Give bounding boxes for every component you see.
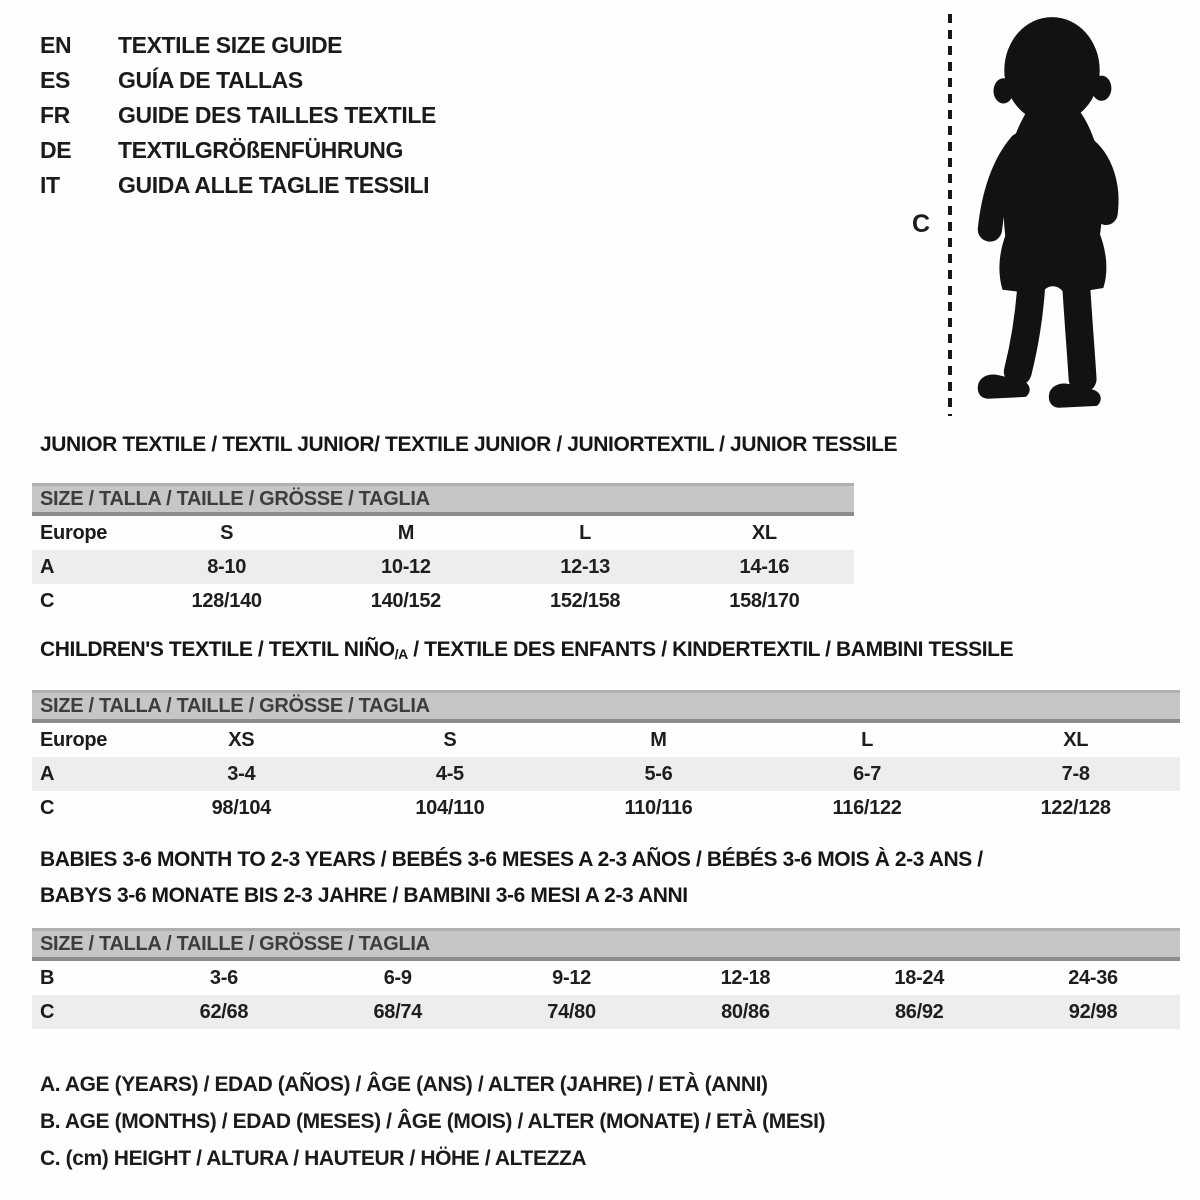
months-cell: 12-18 <box>720 966 771 989</box>
height-cell: 92/98 <box>1068 1000 1118 1023</box>
children-row-height <box>32 791 1180 825</box>
height-cell: 68/74 <box>373 1000 423 1023</box>
row-label: B <box>40 966 55 989</box>
height-cell: 62/68 <box>199 1000 249 1023</box>
babies-section-title-line1: BABIES 3-6 MONTH TO 2-3 YEARS / BEBÉS 3-6 MESES A 2-3 AÑOS / BÉBÉS 3-6 MOIS À 2-3 ANS / <box>40 848 983 871</box>
legend-height-cm: C. (cm) HEIGHT / ALTURA / HAUTEUR / HÖHE / ALTEZZA <box>40 1146 587 1170</box>
babies-row-height <box>32 995 1180 1029</box>
guide-title-en: TEXTILE SIZE GUIDE <box>118 32 343 58</box>
junior-row-height <box>32 584 854 618</box>
row-label: Europe <box>40 521 108 544</box>
row-label: C <box>40 589 55 612</box>
size-cell: XL <box>1063 728 1089 751</box>
age-cell: 3-4 <box>227 762 256 785</box>
size-cell: M <box>650 728 667 751</box>
size-cell: L <box>861 728 874 751</box>
language-row-it <box>40 168 436 203</box>
age-cell: 10-12 <box>381 555 431 578</box>
babies-row-months <box>32 961 1180 995</box>
language-code: EN <box>40 32 72 58</box>
size-cell: S <box>220 521 234 544</box>
height-cell: 80/86 <box>721 1000 770 1023</box>
age-cell: 6-7 <box>853 762 882 785</box>
height-cell: 128/140 <box>191 589 262 612</box>
children-size-table <box>32 690 1180 825</box>
language-row-es <box>40 63 436 98</box>
junior-row-europe <box>32 516 854 550</box>
months-cell: 9-12 <box>552 966 591 989</box>
age-cell: 7-8 <box>1061 762 1090 785</box>
row-label: Europe <box>40 728 108 751</box>
children-row-europe <box>32 723 1180 757</box>
age-cell: 12-13 <box>560 555 610 578</box>
height-cell: 122/128 <box>1040 796 1111 819</box>
height-cell: 86/92 <box>894 1000 944 1023</box>
height-cell: 104/110 <box>415 796 485 819</box>
age-cell: 14-16 <box>739 555 790 578</box>
guide-title-it: GUIDA ALLE TAGLIE TESSILI <box>118 172 430 198</box>
babies-size-table <box>32 928 1180 1029</box>
babies-section-title-line2: BABYS 3-6 MONATE BIS 2-3 JAHRE / BAMBINI 3-6 MESI A 2-3 ANNI <box>40 884 688 907</box>
children-section-title <box>40 638 1013 662</box>
language-code: IT <box>40 172 60 198</box>
months-cell: 24-36 <box>1068 966 1118 989</box>
height-cell: 74/80 <box>547 1000 596 1023</box>
size-cell: S <box>443 728 457 751</box>
guide-title-es: GUÍA DE TALLAS <box>118 67 303 93</box>
size-cell: M <box>397 521 415 544</box>
guide-title-de: TEXTILGRÖßENFÜHRUNG <box>118 137 403 163</box>
guide-title-fr: GUIDE DES TAILLES TEXTILE <box>118 102 436 128</box>
row-label: A <box>40 762 55 785</box>
children-title-main: CHILDREN'S TEXTILE / TEXTIL NIÑO <box>40 638 395 661</box>
language-row-fr <box>40 98 436 133</box>
age-cell: 4-5 <box>435 762 464 785</box>
toddler-silhouette-icon <box>962 12 1142 420</box>
row-label: C <box>40 1000 55 1023</box>
age-cell: 8-10 <box>207 555 247 578</box>
legend-age-months: B. AGE (MONTHS) / EDAD (MESES) / ÂGE (MOIS) / ALTER (MONATE) / ETÀ (MESI) <box>40 1109 826 1133</box>
height-cell: 116/122 <box>832 796 902 819</box>
size-cell: XS <box>228 728 255 751</box>
children-title-sub: /A <box>394 646 408 662</box>
language-title-list <box>40 28 436 203</box>
language-code: FR <box>40 102 70 128</box>
language-row-de <box>40 133 436 168</box>
size-cell: XL <box>751 521 777 544</box>
language-code: DE <box>40 137 72 163</box>
legend-age-years: A. AGE (YEARS) / EDAD (AÑOS) / ÂGE (ANS) / ALTER (JAHRE) / ETÀ (ANNI) <box>40 1072 768 1096</box>
children-title-rest: / TEXTILE DES ENFANTS / KINDERTEXTIL / BAMBINI TESSILE <box>407 638 1014 661</box>
junior-row-age <box>32 550 854 584</box>
age-cell: 5-6 <box>644 762 673 785</box>
size-cell: L <box>579 521 592 544</box>
junior-size-header-bar: SIZE / TALLA / TAILLE / GRÖSSE / TAGLIA <box>32 483 854 516</box>
height-cell: 110/116 <box>624 796 693 819</box>
language-code: ES <box>40 67 70 93</box>
junior-section-title: JUNIOR TEXTILE / TEXTIL JUNIOR/ TEXTILE JUNIOR / JUNIORTEXTIL / JUNIOR TESSILE <box>40 433 898 456</box>
height-dashed-line <box>948 14 952 416</box>
height-cell: 158/170 <box>729 589 800 612</box>
language-row-en <box>40 28 436 63</box>
height-cell: 152/158 <box>550 589 621 612</box>
row-label: C <box>40 796 55 819</box>
height-measure-label: C <box>912 210 931 238</box>
height-cell: 140/152 <box>370 589 441 612</box>
children-row-age <box>32 757 1180 791</box>
months-cell: 6-9 <box>383 966 412 989</box>
measurement-legend <box>40 1066 825 1177</box>
row-label: A <box>40 555 55 578</box>
height-cell: 98/104 <box>211 796 271 819</box>
children-size-header-bar: SIZE / TALLA / TAILLE / GRÖSSE / TAGLIA <box>32 690 1180 723</box>
months-cell: 3-6 <box>209 966 238 989</box>
babies-size-header-bar: SIZE / TALLA / TAILLE / GRÖSSE / TAGLIA <box>32 928 1180 961</box>
junior-size-table <box>32 483 854 618</box>
months-cell: 18-24 <box>894 966 945 989</box>
